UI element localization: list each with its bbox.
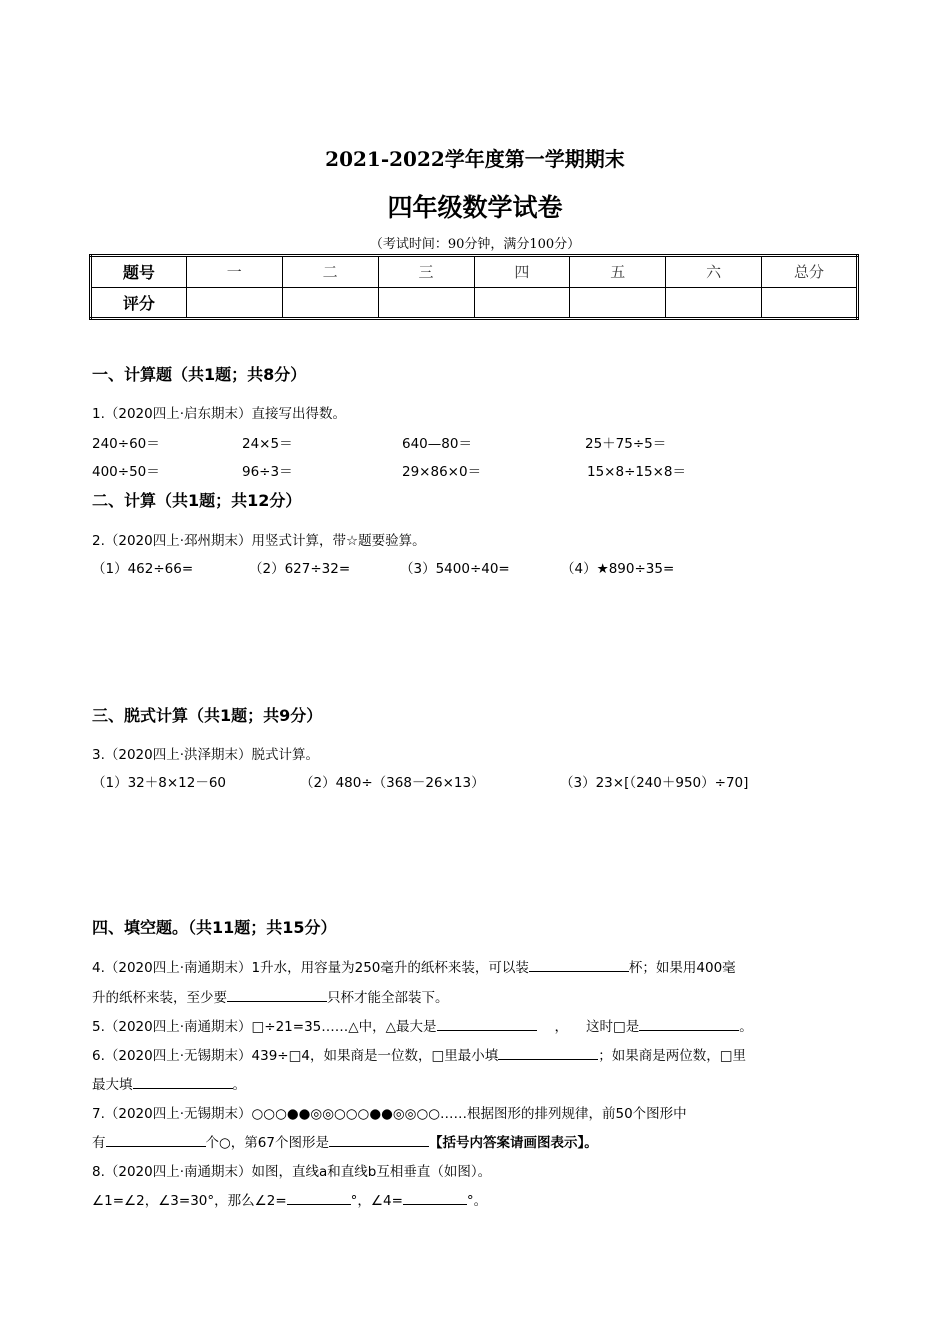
question-4-line-2 <box>92 986 449 1006</box>
question-text: 6.（2020四上·无锡期末）439÷□4，如果商是一位数，□里最小填 <box>92 1048 499 1064</box>
question-text: 杯；如果用400毫 <box>628 960 736 976</box>
calc-item: （2）480÷（368－26×13） <box>300 775 485 791</box>
calc-item: （1）32＋8×12－60 <box>92 775 227 791</box>
score-table-header-row <box>91 256 858 288</box>
question-3: 3.（2020四上·洪泽期末）脱式计算。 <box>92 747 320 763</box>
question-text: 最大填 <box>92 1077 133 1093</box>
question-text: 升的纸杯来装，至少要 <box>92 990 227 1006</box>
question-1: 1.（2020四上·启东期末）直接写出得数。 <box>92 406 347 422</box>
question-8-line-1 <box>92 1160 491 1180</box>
score-cell: 总分 <box>762 256 858 288</box>
question-text: 有 <box>92 1135 106 1151</box>
calc-item: 240÷60＝ <box>92 436 160 452</box>
score-cell: 六 <box>666 256 762 288</box>
answer-blank[interactable] <box>133 1074 233 1089</box>
question-text: 【括号内答案请画图表示】。 <box>428 1135 598 1151</box>
question-text: 。 <box>232 1077 246 1093</box>
score-cell: 三 <box>378 256 474 288</box>
answer-blank[interactable] <box>529 957 629 972</box>
score-cell: 五 <box>570 256 666 288</box>
score-cell: 题号 <box>91 256 187 288</box>
exam-subtitle: 四年级数学试卷 <box>387 193 563 222</box>
question-text: 5.（2020四上·南通期末）□÷21=35……△中，△最大是 <box>92 1019 437 1035</box>
question-text: 4.（2020四上·南通期末）1升水，用容量为250毫升的纸杯来装，可以装 <box>92 960 529 976</box>
section-heading: 三、脱式计算（共1题；共9分） <box>92 706 323 725</box>
exam-title: 2021-2022学年度第一学期期末 <box>325 147 625 171</box>
answer-blank[interactable] <box>329 1132 429 1147</box>
question-text: 8.（2020四上·南通期末）如图，直线a和直线b互相垂直（如图）。 <box>92 1164 492 1180</box>
question-2: 2.（2020四上·邳州期末）用竖式计算，带☆题要验算。 <box>92 533 426 549</box>
score-label: 评分 <box>91 287 187 319</box>
answer-blank[interactable] <box>639 1016 739 1031</box>
calc-item: 24×5＝ <box>242 436 293 452</box>
question-text: °，∠4= <box>350 1193 403 1209</box>
question-text: 。 <box>739 1019 753 1035</box>
question-text: 只杯才能全部装下。 <box>327 990 449 1006</box>
score-cell: 一 <box>186 256 282 288</box>
exam-note: （考试时间：90分钟，满分100分） <box>369 237 581 252</box>
answer-blank[interactable] <box>403 1190 467 1205</box>
score-input-cell[interactable] <box>282 287 378 319</box>
section-heading: 二、计算（共1题；共12分） <box>92 491 302 510</box>
calc-item: 400÷50＝ <box>92 464 160 480</box>
calc-item: 15×8÷15×8＝ <box>587 464 686 480</box>
question-text: ， <box>554 1019 569 1035</box>
score-input-cell[interactable] <box>186 287 282 319</box>
score-input-cell[interactable] <box>378 287 474 319</box>
answer-blank[interactable] <box>227 987 327 1002</box>
answer-blank[interactable] <box>498 1045 598 1060</box>
calc-item: （4）★890÷35= <box>561 561 675 577</box>
score-input-cell[interactable] <box>474 287 570 319</box>
answer-blank[interactable] <box>437 1016 537 1031</box>
question-7-line-1 <box>92 1102 687 1122</box>
section-heading: 四、填空题。（共11题；共15分） <box>92 918 337 937</box>
score-input-cell[interactable] <box>762 287 858 319</box>
question-text: ∠1=∠2，∠3=30°，那么∠2= <box>92 1193 287 1209</box>
question-text: 7.（2020四上·无锡期末）○○○●●◎◎○○○●●◎◎○○……根据图形的排列规律，前50个图形中 <box>92 1106 687 1122</box>
section-heading: 一、计算题（共1题；共8分） <box>92 365 307 384</box>
calc-item: 640—80＝ <box>402 436 472 452</box>
question-text: 个○，第67个图形是 <box>205 1135 329 1151</box>
question-text: 这时□是 <box>586 1019 640 1035</box>
calc-item: （2）627÷32= <box>249 561 351 577</box>
calc-item: 96÷3＝ <box>242 464 293 480</box>
question-5 <box>92 1015 753 1035</box>
question-6-line-2 <box>92 1073 246 1093</box>
score-table-score-row <box>91 287 858 319</box>
question-8-line-2 <box>92 1189 487 1209</box>
calc-item: 25＋75÷5＝ <box>585 436 667 452</box>
answer-blank[interactable] <box>106 1132 206 1147</box>
question-7-line-2 <box>92 1131 598 1151</box>
calc-item: 29×86×0＝ <box>402 464 482 480</box>
question-6-line-1 <box>92 1044 746 1064</box>
question-text: °。 <box>466 1193 488 1209</box>
score-table <box>89 254 859 320</box>
answer-blank[interactable] <box>287 1190 351 1205</box>
calc-item: （1）462÷66= <box>92 561 194 577</box>
calc-item: （3）5400÷40= <box>400 561 510 577</box>
score-input-cell[interactable] <box>666 287 762 319</box>
question-4-line-1 <box>92 956 736 976</box>
score-input-cell[interactable] <box>570 287 666 319</box>
score-cell: 二 <box>282 256 378 288</box>
score-cell: 四 <box>474 256 570 288</box>
calc-item: （3）23×[（240＋950）÷70] <box>560 775 749 791</box>
question-text: ；如果商是两位数，□里 <box>598 1048 746 1064</box>
